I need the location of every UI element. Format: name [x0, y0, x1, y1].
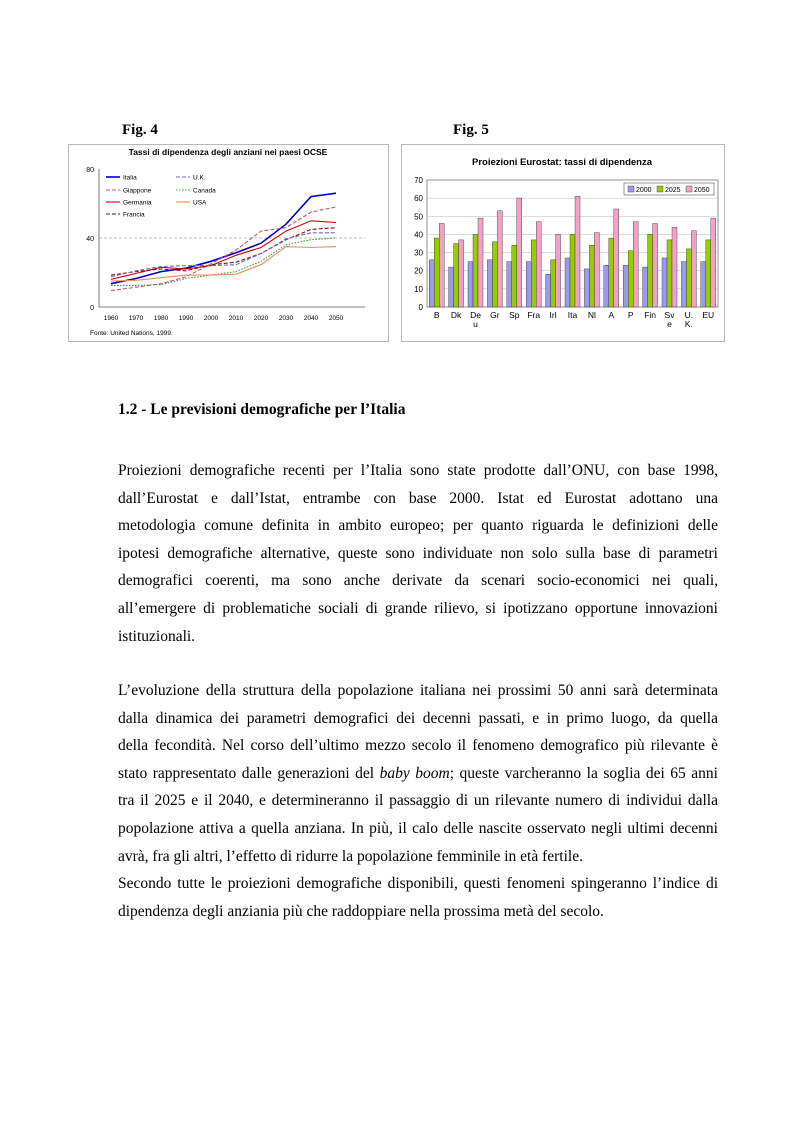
fig5-bar: [589, 245, 594, 307]
fig5-bar: [681, 262, 686, 307]
fig5-bar: [672, 227, 677, 307]
fig5-bar: [643, 267, 648, 307]
fig5-x-tick-label: u: [473, 319, 478, 329]
fig5-bar: [653, 224, 658, 308]
fig5-bar: [711, 218, 716, 307]
paragraph-2-line: della fecondità. Nel corso dell’ultimo mezzo secolo il fenomeno demografico più rilevante è: [118, 737, 718, 755]
fig5-y-tick-label: 20: [414, 266, 423, 276]
paragraph-1-line: all’emergere di problematiche sociali di grande rilievo, si ipotizzano opportune innovazioni: [118, 599, 718, 617]
fig5-bar: [439, 224, 444, 308]
fig4-legend-label: Giappone: [123, 187, 152, 195]
fig5-bar: [531, 240, 536, 307]
fig5-x-tick-label: A: [608, 310, 615, 320]
fig4-y-tick-label: 40: [86, 236, 94, 243]
fig4-legend-label: U.K.: [193, 174, 206, 182]
fig5-x-tick-label: B: [433, 310, 440, 320]
fig5-bar: [691, 231, 696, 307]
fig5-bar: [594, 233, 599, 307]
fig4-series-line: [111, 233, 336, 277]
fig5-bar: [556, 234, 561, 307]
fig5-x-tick-label: Nl: [587, 310, 596, 320]
paragraph-2-line: popolazione attiva a quella anziana. In più, il calo delle nascite osservato negli ultimi decenni: [118, 819, 718, 837]
fig4-title: Tassi di dipendenza degli anziani nei paesi OCSE: [128, 147, 328, 157]
fig5-x-tick-label: Dk: [450, 310, 462, 320]
fig5-bar: [667, 240, 672, 307]
fig5-bar: [551, 260, 556, 307]
fig5-x-tick-label: Fin: [644, 310, 657, 320]
fig4-x-tick-label: 2010: [228, 315, 244, 322]
fig5-legend-label: 2000: [636, 187, 652, 194]
paragraph-2-line: Secondo tutte le proiezioni demografiche disponibili, questi fenomeni spingeranno l’indice di: [118, 875, 718, 893]
fig5-chart-svg: [402, 145, 724, 341]
baby-boom-term: baby boom: [379, 764, 450, 782]
fig5-legend-swatch: [686, 186, 692, 192]
fig4-x-tick-label: 1990: [178, 315, 194, 322]
fig5-x-tick-label: U.: [684, 310, 694, 320]
fig4-x-tick-label: 1980: [153, 315, 169, 322]
fig5-bar: [429, 260, 434, 307]
fig4-chart: [68, 144, 389, 342]
paragraph-1-line: dall’Eurostat e dall’Istat, entrambe con base 2000. Istat ed Eurostat adottano una: [118, 489, 718, 507]
fig5-bar: [517, 198, 522, 307]
fig5-bar: [575, 196, 580, 307]
paragraph-1-line: ipotesi demografiche alternative, queste sono individuate non solo sulla base di parametri: [118, 544, 718, 562]
paragraph-1: [118, 457, 718, 650]
fig5-legend-label: 2050: [694, 187, 710, 194]
fig5-x-tick-label: e: [667, 319, 672, 329]
fig5-y-tick-label: 40: [414, 230, 423, 240]
fig5-y-tick-label: 60: [414, 194, 423, 204]
fig5-legend-swatch: [657, 186, 663, 192]
fig5-bar: [526, 262, 531, 307]
fig5-y-tick-label: 10: [414, 284, 423, 294]
fig5-x-tick-label: De: [470, 310, 481, 320]
fig4-legend-label: Germania: [123, 199, 152, 207]
fig5-bar: [449, 267, 454, 307]
fig5-bar: [604, 265, 609, 307]
fig5-bar: [536, 222, 541, 307]
fig5-bar: [546, 274, 551, 307]
paragraph-2: [118, 677, 718, 925]
line-text: ; queste varcheranno la soglia dei 65 anni: [449, 764, 718, 782]
line-text: stato rappresentato dalle generazioni del: [118, 764, 380, 782]
fig5-bar: [497, 211, 502, 307]
fig5-bar: [686, 249, 691, 307]
fig5-bar: [648, 234, 653, 307]
fig5-y-tick-label: 50: [414, 212, 423, 222]
paragraph-2-line: dalla dinamica dei parametri demografici dei decenni passati, e in primo luogo, da quella: [118, 709, 718, 727]
fig4-series-line: [111, 207, 336, 291]
fig5-bar: [512, 245, 517, 307]
fig5-x-tick-label: Irl: [549, 310, 557, 320]
paragraph-2-line: dipendenza degli anziania più che raddoppiare nella prossima metà del secolo.: [118, 902, 604, 920]
fig4-y-tick-label: 80: [86, 167, 94, 174]
fig5-x-tick-label: Fra: [527, 310, 541, 320]
fig5-legend-swatch: [628, 186, 634, 192]
fig5-legend-label: 2025: [665, 187, 681, 194]
paragraph-2-line: tra il 2025 e il 2040, e determineranno il passaggio di un rilevante numero di individui dalla: [118, 792, 718, 810]
fig5-bar: [706, 240, 711, 307]
fig5-bar: [487, 260, 492, 307]
fig5-chart: [401, 144, 725, 342]
fig4-x-tick-label: 2050: [328, 315, 344, 322]
fig5-label: Fig. 5: [453, 122, 489, 138]
fig5-y-tick-label: 0: [418, 303, 423, 312]
fig4-x-tick-label: 2030: [278, 315, 294, 322]
fig5-x-tick-label: Ita: [567, 310, 578, 320]
paragraph-2-line: avrà, fra gli altri, l’effetto di ridurre la popolazione femminile in età fertile.: [118, 847, 583, 865]
fig4-x-tick-label: 1960: [103, 315, 119, 322]
paragraph-2-line: L’evoluzione della struttura della popolazione italiana nei prossimi 50 anni sarà determinata: [118, 682, 718, 699]
paragraph-1-line: istituzionali.: [118, 627, 196, 645]
fig5-bar: [478, 218, 483, 307]
fig4-legend-label: Italia: [123, 174, 137, 182]
fig5-x-tick-label: Gr: [490, 310, 500, 320]
fig4-label: Fig. 4: [122, 122, 158, 138]
fig4-x-tick-label: 2020: [253, 315, 269, 322]
fig4-chart-svg: [69, 145, 388, 341]
fig5-bar: [609, 238, 614, 307]
fig5-bar: [584, 269, 589, 307]
section-heading: 1.2 - Le previsioni demografiche per l’Italia: [118, 401, 406, 418]
fig5-bar: [701, 262, 706, 307]
fig5-bar: [434, 238, 439, 307]
fig5-bar: [662, 258, 667, 307]
fig4-series-line: [111, 193, 336, 284]
fig5-bar: [614, 209, 619, 307]
fig5-x-tick-label: Sv: [664, 310, 675, 320]
fig5-bar: [492, 242, 497, 307]
fig4-series-line: [111, 221, 336, 280]
fig5-bar: [570, 234, 575, 307]
fig5-bar: [565, 258, 570, 307]
fig5-bar: [633, 222, 638, 307]
fig5-bar: [628, 251, 633, 307]
fig5-bar: [468, 262, 473, 307]
fig4-x-tick-label: 1970: [128, 315, 144, 322]
paragraph-1-line: demografici coerenti, ma sono anche derivate da scenari socio-economici nei quali,: [118, 572, 718, 590]
fig4-x-tick-label: 2040: [303, 315, 319, 322]
fig5-bar: [623, 265, 628, 307]
fig4-series-line: [111, 238, 336, 285]
paragraph-2-line: [118, 760, 718, 788]
fig5-bar: [459, 240, 464, 307]
fig4-y-tick-label: 0: [90, 305, 94, 312]
fig5-bar: [454, 244, 459, 308]
fig5-y-tick-label: 30: [414, 248, 423, 258]
fig5-x-tick-label: P: [627, 310, 634, 320]
fig5-x-tick-label: Sp: [509, 310, 520, 320]
fig4-source-note: Fonte: United Nations, 1999.: [90, 330, 173, 337]
fig5-x-tick-label: EU: [702, 310, 715, 320]
paragraph-1-line: Proiezioni demografiche recenti per l’Italia sono state prodotte dall’ONU, con base 1998,: [118, 462, 718, 479]
fig5-title: Proiezioni Eurostat: tassi di dipendenza: [472, 157, 652, 168]
fig4-legend-label: Francia: [123, 211, 145, 219]
fig4-legend-label: USA: [193, 199, 207, 207]
fig4-x-tick-label: 2000: [203, 315, 219, 322]
paragraph-1-line: metodologia comune definita in ambito europeo; per quanto riguarda le definizioni delle: [118, 517, 718, 535]
fig4-legend-label: Canada: [193, 187, 216, 195]
fig5-bar: [507, 262, 512, 307]
fig5-y-tick-label: 70: [414, 176, 423, 185]
fig5-bar: [473, 234, 478, 307]
fig5-x-tick-label: K.: [684, 319, 693, 329]
